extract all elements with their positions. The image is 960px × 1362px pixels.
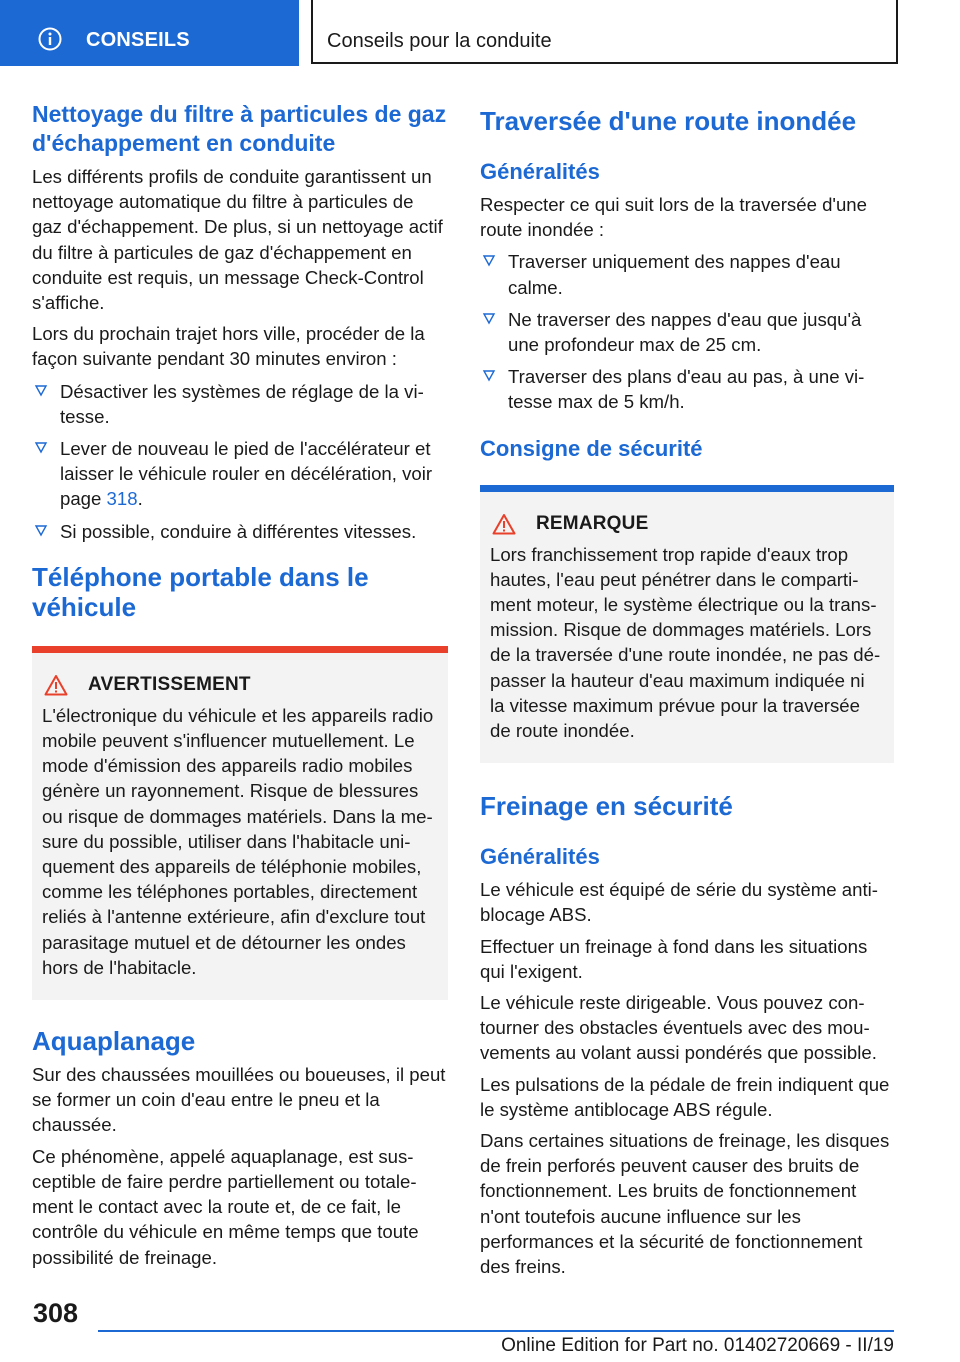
warning-notice-title: AVERTISSEMENT: [88, 673, 251, 695]
braking-general-heading: Généralités: [480, 844, 600, 870]
header-section-tab[interactable]: [0, 0, 299, 66]
header-section-title: Conseils pour la conduite: [327, 30, 552, 52]
dpf-paragraph-2: Lors du prochain trajet hors ville, procéder de la façon suivante pendant 30 minutes environ :: [32, 323, 425, 370]
footer-divider: [98, 1330, 894, 1332]
footer-edition-text: Online Edition for Part no. 01402720669 - II/19: [501, 1335, 894, 1356]
triangle-bullet-icon: [482, 311, 496, 325]
list-item: Désactiver les systèmes de réglage de la vitesse.: [32, 379, 448, 429]
braking-heading: Freinage en sécurité: [480, 791, 733, 822]
warning-notice-text: L'électronique du véhicule et les appareils radio mobile peuvent s'influencer mutuellement. Le mode d'émission des appareils radio mobiles génère un rayonnement. Risque de blessures ou risque de dommages matériels. Dans la mesure du possible, utiliser dans l'habitacle uniquement des appareils de téléphonie mobiles, comme les téléphones portables, directement reliés à l'antenne extérieure, afin d'exclure tout parasitage mutuel et de détourner les ondes hors de l'habitacle.: [42, 704, 434, 978]
note-notice: [480, 485, 894, 764]
dpf-list: [32, 379, 448, 544]
braking-paragraph-1: Le véhicule est équipé de série du système antiblocage ABS.: [480, 879, 878, 926]
right-column: [480, 100, 894, 1279]
list-item: Traverser des plans d'eau au pas, à une vitesse max de 5 km/h.: [480, 364, 894, 414]
braking-paragraph-3: Le véhicule reste dirigeable. Vous pouvez contourner des obstacles éventuels avec des mouvements au volant aussi pondérés que possible.: [480, 992, 877, 1064]
flooded-road-intro: Respecter ce qui suit lors de la traversée d'une route inondée :: [480, 194, 867, 241]
safety-heading: Consigne de sécurité: [480, 435, 703, 461]
phone-heading: Téléphone portable dans le véhicule: [32, 561, 369, 622]
aquaplaning-paragraph-2: Ce phénomène, appelé aquaplanage, est susceptible de faire perdre partiellement ou totalement le contact avec la route et, de ce fait, le contrôle du véhicule en même temps que toute possibilité de freinage.: [32, 1145, 419, 1268]
flooded-road-heading: Traversée d'une route inondée: [480, 106, 857, 136]
braking-paragraph-4: Les pulsations de la pédale de frein indiquent que le système antiblocage ABS régule.: [480, 1073, 890, 1120]
flooded-road-general-heading: Généralités: [480, 159, 600, 184]
triangle-bullet-icon: [34, 383, 48, 397]
note-notice-title: REMARQUE: [536, 512, 649, 534]
list-item: Si possible, conduire à différentes vitesses.: [32, 519, 448, 544]
aquaplaning-heading: Aquaplanage: [32, 1026, 196, 1057]
warning-triangle-icon: [44, 674, 68, 696]
dpf-paragraph-1: Les différents profils de conduite garantissent un nettoyage automatique du filtre à particules de gaz d'échappement. De plus, si un nettoyage actif du filtre à particules de gaz d'échappement en conduite est requis, un message Check-Control s'affiche.: [32, 166, 443, 314]
triangle-bullet-icon: [34, 523, 48, 537]
page-number: 308: [33, 1298, 79, 1328]
braking-paragraph-2: Effectuer un freinage à fond dans les situations qui l'exigent.: [480, 935, 868, 982]
triangle-bullet-icon: [34, 440, 48, 454]
page-318-link[interactable]: 318: [106, 488, 138, 510]
triangle-bullet-icon: [482, 368, 496, 382]
flooded-road-list: [480, 249, 894, 414]
header-section-title-box: [311, 0, 898, 64]
warning-notice: [32, 646, 448, 1000]
warning-triangle-icon: [492, 513, 516, 535]
triangle-bullet-icon: [482, 253, 496, 267]
list-item: Lever de nouveau le pied de l'accélérateur et laisser le véhicule rouler en décélération, voir page 318.: [32, 436, 448, 512]
info-icon: [38, 27, 62, 51]
list-item: Traverser uniquement des nappes d'eau calme.: [480, 249, 894, 299]
left-column: [32, 100, 448, 1270]
aquaplaning-paragraph-1: Sur des chaussées mouillées ou boueuses, il peut se former un coin d'eau entre le pneu et la chaussée.: [32, 1064, 446, 1136]
braking-paragraph-5: Dans certaines situations de freinage, les disques de frein perforés peuvent causer des bruits de fonctionnement. Les bruits de fonctionnement n'ont toutefois aucune influence sur les performances et la sécurité de fonctionnement des freins.: [480, 1130, 890, 1278]
header-tab-label: CONSEILS: [86, 29, 190, 51]
note-notice-text: Lors franchissement trop rapide d'eaux trop hautes, l'eau peut pénétrer dans le compartiment moteur, le système électrique ou la transmission. Risque de dommages matériels. Lors de la traversée d'une route inondée, ne pas dépasser la hauteur d'eau maximum indiquée ni la vitesse maximum prévue pour la traversée de route inondée.: [490, 543, 881, 742]
dpf-heading: Nettoyage du filtre à particules de gaz d'échappement en conduite: [32, 101, 447, 156]
list-item: Ne traverser des nappes d'eau que jusqu'à une profondeur max de 25 cm.: [480, 307, 894, 357]
